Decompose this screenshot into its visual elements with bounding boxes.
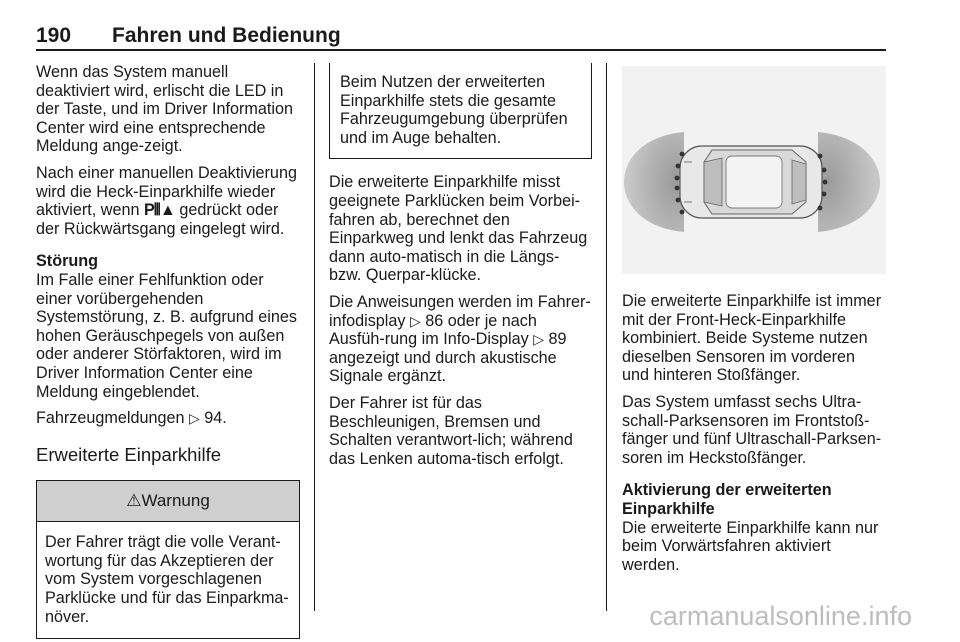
note-box: Beim Nutzen der erweiterten Einparkhilfe stets die gesamte Fahrzeugumgebung überprüfen und im Auge behalten. [329, 63, 592, 159]
page-number: 190 [36, 24, 72, 47]
car-icon [680, 146, 822, 218]
warning-title: Warnung [141, 491, 210, 511]
text: Fahrzeugmeldungen [36, 409, 189, 428]
column-divider [606, 63, 607, 611]
warning-box [36, 480, 300, 639]
paragraph-description: Die erweiterte Einparkhilfe misst geeignete Parklücken beim Vorbei-fahren ab, berechnet den Einparkweg und lenkt das Fahrzeug dann auto-matisch in die Längs- bzw. Querpar-klücke. [329, 173, 588, 285]
chapter-title: Fahren und Bedienung [112, 24, 341, 47]
warning-text: Der Fahrer trägt die volle Verant-wortung für das Akzeptieren der vom System vorgeschlagenen Parklücke und für das Einparkma-növer. [45, 533, 289, 626]
paragraph-fault: Im Falle einer Fehlfunktion oder einer vorübergehenden Systemstörung, z. B. aufgrund eines hohen Geräuschpegels von außen oder anderer Störfaktoren, wird im Driver Information Center eine Meldung eingeblendet. [36, 270, 297, 401]
page-reference-icon: ▷ [188, 410, 200, 427]
page-reference-link[interactable]: 94 [204, 409, 223, 428]
header-rule [36, 49, 886, 51]
column-divider [314, 63, 315, 611]
watermark: carmanualsonline.info [649, 601, 912, 631]
car-sensor-diagram [622, 66, 886, 274]
text: angezeigt und durch akustische Signale ergänzt. [329, 348, 557, 386]
text: oder je nach Ausfüh-rung im Info-Display [329, 311, 537, 349]
text: Die Anweisungen werden im Fahrer-infodisplay [329, 292, 591, 330]
paragraph-reactivation [36, 164, 300, 238]
paragraph-instructions [329, 293, 592, 386]
park-assist-button-icon: P⦀▲ [143, 201, 175, 220]
paragraph-activation: Die erweiterte Einparkhilfe kann nur beim Vorwärtsfahren aktiviert werden. [622, 518, 879, 574]
paragraph-vehicle-messages: Fahrzeugmeldungen ▷ 94. [36, 409, 227, 428]
warning-triangle-icon: ⚠ [126, 491, 142, 511]
column-left [36, 63, 300, 639]
column-middle [329, 63, 592, 476]
column-right [622, 292, 886, 582]
page-reference-link[interactable]: 89 [548, 330, 567, 349]
paragraph-combined-system: Die erweiterte Einparkhilfe ist immer mit der Front-Heck-Einparkhilfe kombiniert. Beide Systeme nutzen dieselben Sensoren im vorderen und hinteren Stoßfänger. [622, 292, 882, 385]
page-reference-icon: ▷ [533, 331, 545, 348]
fault-heading: Störung [36, 252, 99, 271]
front-sensor-zone [624, 132, 684, 232]
paragraph-sensors: Das System umfasst sechs Ultra-schall-Parksensoren im Frontstoß-fänger und fünf Ultraschall-Parksen-soren im Heckstoßfänger. [622, 392, 882, 467]
text: Nach einer manuellen Deaktivierung wird die Heck-Einparkhilfe wieder aktiviert, wenn [36, 163, 297, 220]
page-reference-icon: ▷ [410, 312, 421, 329]
page-header [36, 22, 886, 50]
text: gedrückt oder der Rückwärtsgang eingelegt wird. [36, 201, 285, 238]
paragraph-manual-deactivation: Wenn das System manuell deaktiviert wird, erlischt die LED in der Taste, und im Driver Information Center wird eine entsprechende Meldung ange-zeigt. [36, 63, 294, 156]
section-heading: Erweiterte Einparkhilfe [36, 443, 222, 465]
activation-heading: Aktivierung der erweiterten Einparkhilfe [622, 481, 832, 518]
parking-sensor-illustration [622, 66, 886, 274]
warning-header [37, 480, 299, 522]
paragraph-driver-responsibility: Der Fahrer ist für das Beschleunigen, Bremsen und Schalten verantwort-lich; während das Lenken automa-tisch erfolgt. [329, 393, 573, 468]
page-reference-link[interactable]: 86 [425, 311, 444, 330]
